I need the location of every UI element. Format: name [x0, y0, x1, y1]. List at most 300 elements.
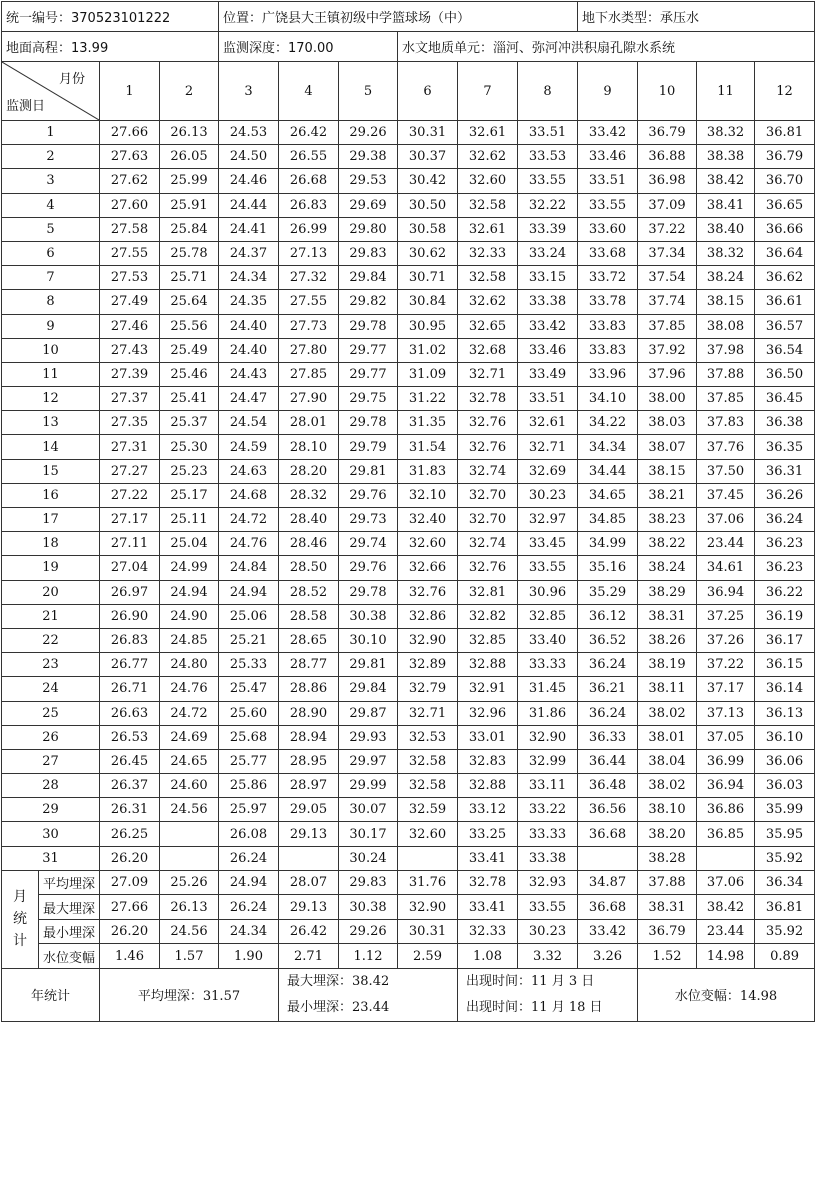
- table-row: [2, 314, 815, 338]
- value-cell: 32.83: [458, 749, 518, 773]
- table-row: [2, 483, 815, 507]
- value-cell: 28.95: [279, 749, 339, 773]
- value-cell: 24.35: [219, 290, 279, 314]
- value-cell: 27.73: [279, 314, 339, 338]
- value-cell: 27.60: [100, 193, 160, 217]
- value-cell: 35.95: [755, 822, 815, 846]
- value-cell: 36.79: [755, 145, 815, 169]
- value-cell: 24.43: [219, 362, 279, 386]
- value-cell: 24.54: [219, 411, 279, 435]
- value-cell: 38.02: [638, 701, 697, 725]
- value-cell: 25.46: [160, 362, 219, 386]
- day-cell: 6: [2, 241, 100, 265]
- value-cell: 38.24: [638, 556, 697, 580]
- value-cell: 26.53: [100, 725, 160, 749]
- table-row: [2, 169, 815, 193]
- value-cell: 24.41: [219, 217, 279, 241]
- value-cell: 36.06: [755, 749, 815, 773]
- monthly-stat-label: [2, 870, 39, 968]
- value-cell: 36.10: [755, 725, 815, 749]
- value-cell: 33.22: [518, 798, 578, 822]
- value-cell: 32.74: [458, 532, 518, 556]
- day-cell: 22: [2, 628, 100, 652]
- value-cell: 27.80: [279, 338, 339, 362]
- value-cell: 38.24: [697, 266, 755, 290]
- table-row: [2, 145, 815, 169]
- table-row: [2, 411, 815, 435]
- yearly-times: [458, 968, 638, 1021]
- value-cell: 26.31: [100, 798, 160, 822]
- value-cell: 37.34: [638, 241, 697, 265]
- value-cell: 29.77: [339, 338, 398, 362]
- value-cell: 24.84: [219, 556, 279, 580]
- value-cell: 25.47: [219, 677, 279, 701]
- value-cell: 34.65: [578, 483, 638, 507]
- table-row: [2, 798, 815, 822]
- month-header-cell: 3: [219, 62, 279, 121]
- value-cell: 32.99: [518, 749, 578, 773]
- value-cell: 36.45: [755, 387, 815, 411]
- value-cell: 29.81: [339, 459, 398, 483]
- day-axis-label: 监测日: [6, 99, 46, 114]
- table-row: [2, 338, 815, 362]
- value-cell: 24.34: [219, 266, 279, 290]
- value-cell: 29.82: [339, 290, 398, 314]
- stat-name-cell: 平均埋深: [39, 870, 100, 895]
- value-cell: 29.80: [339, 217, 398, 241]
- month-header-cell: 2: [160, 62, 219, 121]
- value-cell: 38.02: [638, 774, 697, 798]
- value-cell: 29.75: [339, 387, 398, 411]
- value-cell: 24.85: [160, 628, 219, 652]
- stat-value-cell: 24.34: [219, 919, 279, 944]
- day-cell: 23: [2, 653, 100, 677]
- value-cell: 29.53: [339, 169, 398, 193]
- value-cell: 36.21: [578, 677, 638, 701]
- stat-value-cell: 1.08: [458, 944, 518, 969]
- value-cell: 36.85: [697, 822, 755, 846]
- value-cell: 27.35: [100, 411, 160, 435]
- value-cell: 37.22: [638, 217, 697, 241]
- monthly-stat-row: [2, 870, 815, 895]
- value-cell: 38.26: [638, 628, 697, 652]
- value-cell: 27.31: [100, 435, 160, 459]
- value-cell: 32.33: [458, 241, 518, 265]
- value-cell: 38.32: [697, 121, 755, 145]
- table-row: [2, 508, 815, 532]
- value-cell: 26.90: [100, 604, 160, 628]
- value-cell: 36.48: [578, 774, 638, 798]
- value-cell: 38.42: [697, 169, 755, 193]
- day-cell: 5: [2, 217, 100, 241]
- value-cell: 32.58: [398, 774, 458, 798]
- value-cell: 32.85: [518, 604, 578, 628]
- value-cell: 37.76: [697, 435, 755, 459]
- table-row: [2, 846, 815, 870]
- value-cell: 29.05: [279, 798, 339, 822]
- stat-value-cell: 0.89: [755, 944, 815, 969]
- value-cell: 36.64: [755, 241, 815, 265]
- value-cell: 30.62: [398, 241, 458, 265]
- value-cell: 32.22: [518, 193, 578, 217]
- value-cell: 36.38: [755, 411, 815, 435]
- value-cell: 26.13: [160, 121, 219, 145]
- stat-value-cell: 2.71: [279, 944, 339, 969]
- value-cell: [697, 846, 755, 870]
- value-cell: 28.58: [279, 604, 339, 628]
- value-cell: 25.17: [160, 483, 219, 507]
- value-cell: 36.26: [755, 483, 815, 507]
- value-cell: 32.58: [458, 266, 518, 290]
- value-cell: 25.41: [160, 387, 219, 411]
- value-cell: 33.72: [578, 266, 638, 290]
- value-cell: 29.81: [339, 653, 398, 677]
- stat-value-cell: 38.42: [697, 895, 755, 920]
- value-cell: 32.58: [458, 193, 518, 217]
- stat-value-cell: 32.33: [458, 919, 518, 944]
- value-cell: 32.91: [458, 677, 518, 701]
- value-cell: 32.71: [398, 701, 458, 725]
- value-cell: 36.12: [578, 604, 638, 628]
- value-cell: 30.31: [398, 121, 458, 145]
- value-cell: 26.08: [219, 822, 279, 846]
- stat-value-cell: 31.76: [398, 870, 458, 895]
- monthly-stat-row: [2, 919, 815, 944]
- stat-value-cell: 32.93: [518, 870, 578, 895]
- value-cell: 37.85: [697, 387, 755, 411]
- value-cell: 24.60: [160, 774, 219, 798]
- value-cell: 36.98: [638, 169, 697, 193]
- value-cell: 36.62: [755, 266, 815, 290]
- value-cell: 32.97: [518, 508, 578, 532]
- value-cell: 33.46: [518, 338, 578, 362]
- value-cell: 33.12: [458, 798, 518, 822]
- month-header-cell: 6: [398, 62, 458, 121]
- table-row: [2, 653, 815, 677]
- diagonal-header-cell: [2, 62, 100, 121]
- table-row: [2, 532, 815, 556]
- value-cell: 37.92: [638, 338, 697, 362]
- value-cell: 29.26: [339, 121, 398, 145]
- value-cell: 28.46: [279, 532, 339, 556]
- day-cell: 7: [2, 266, 100, 290]
- day-cell: 30: [2, 822, 100, 846]
- value-cell: 31.02: [398, 338, 458, 362]
- value-cell: 36.50: [755, 362, 815, 386]
- value-cell: 30.17: [339, 822, 398, 846]
- stat-value-cell: 36.79: [638, 919, 697, 944]
- value-cell: 36.66: [755, 217, 815, 241]
- stat-value-cell: 27.66: [100, 895, 160, 920]
- value-cell: 29.83: [339, 241, 398, 265]
- month-header-cell: 4: [279, 62, 339, 121]
- value-cell: 34.10: [578, 387, 638, 411]
- value-cell: 37.25: [697, 604, 755, 628]
- value-cell: 37.45: [697, 483, 755, 507]
- value-cell: 34.34: [578, 435, 638, 459]
- value-cell: 36.24: [578, 653, 638, 677]
- value-cell: 30.71: [398, 266, 458, 290]
- stat-name-cell: 水位变幅: [39, 944, 100, 969]
- value-cell: 24.99: [160, 556, 219, 580]
- table-row: [2, 701, 815, 725]
- table-row: [2, 556, 815, 580]
- value-cell: 25.99: [160, 169, 219, 193]
- value-cell: 33.46: [578, 145, 638, 169]
- table-row: [2, 193, 815, 217]
- value-cell: 29.97: [339, 749, 398, 773]
- value-cell: 29.78: [339, 314, 398, 338]
- value-cell: 38.07: [638, 435, 697, 459]
- yearly-stat-row: [2, 968, 815, 1021]
- water-type: 地下水类型：承压水: [578, 2, 815, 32]
- value-cell: 28.10: [279, 435, 339, 459]
- value-cell: 27.55: [100, 241, 160, 265]
- day-cell: 13: [2, 411, 100, 435]
- day-cell: 16: [2, 483, 100, 507]
- value-cell: 33.42: [518, 314, 578, 338]
- stat-value-cell: 35.92: [755, 919, 815, 944]
- value-cell: 30.07: [339, 798, 398, 822]
- stat-value-cell: 33.41: [458, 895, 518, 920]
- month-header-cell: 5: [339, 62, 398, 121]
- stat-value-cell: 33.42: [578, 919, 638, 944]
- value-cell: 38.38: [697, 145, 755, 169]
- value-cell: 33.42: [578, 121, 638, 145]
- value-cell: 27.85: [279, 362, 339, 386]
- value-cell: 27.27: [100, 459, 160, 483]
- day-cell: 8: [2, 290, 100, 314]
- value-cell: 26.63: [100, 701, 160, 725]
- stat-value-cell: 36.68: [578, 895, 638, 920]
- value-cell: 33.40: [518, 628, 578, 652]
- value-cell: 30.24: [339, 846, 398, 870]
- table-row: [2, 290, 815, 314]
- value-cell: 33.38: [518, 290, 578, 314]
- value-cell: 29.93: [339, 725, 398, 749]
- value-cell: 25.33: [219, 653, 279, 677]
- value-cell: 33.53: [518, 145, 578, 169]
- value-cell: 36.19: [755, 604, 815, 628]
- day-cell: 19: [2, 556, 100, 580]
- value-cell: 30.10: [339, 628, 398, 652]
- value-cell: 34.44: [578, 459, 638, 483]
- value-cell: 38.28: [638, 846, 697, 870]
- value-cell: 24.56: [160, 798, 219, 822]
- value-cell: 32.40: [398, 508, 458, 532]
- value-cell: 36.03: [755, 774, 815, 798]
- value-cell: 32.62: [458, 145, 518, 169]
- value-cell: 33.49: [518, 362, 578, 386]
- value-cell: 33.55: [518, 556, 578, 580]
- value-cell: 25.30: [160, 435, 219, 459]
- value-cell: 37.06: [697, 508, 755, 532]
- value-cell: 32.76: [458, 411, 518, 435]
- day-cell: 15: [2, 459, 100, 483]
- monthly-stat-row: [2, 944, 815, 969]
- value-cell: 38.32: [697, 241, 755, 265]
- value-cell: 33.01: [458, 725, 518, 749]
- value-cell: 29.13: [279, 822, 339, 846]
- day-cell: 26: [2, 725, 100, 749]
- value-cell: 25.64: [160, 290, 219, 314]
- value-cell: 31.45: [518, 677, 578, 701]
- stat-value-cell: 29.83: [339, 870, 398, 895]
- value-cell: 36.68: [578, 822, 638, 846]
- value-cell: 36.88: [638, 145, 697, 169]
- value-cell: 35.99: [755, 798, 815, 822]
- monthly-stat-row: [2, 895, 815, 920]
- value-cell: 27.13: [279, 241, 339, 265]
- value-cell: 33.38: [518, 846, 578, 870]
- value-cell: 32.86: [398, 604, 458, 628]
- stat-value-cell: 38.31: [638, 895, 697, 920]
- table-row: [2, 435, 815, 459]
- value-cell: 36.13: [755, 701, 815, 725]
- table-row: [2, 580, 815, 604]
- stat-value-cell: 30.31: [398, 919, 458, 944]
- day-cell: 27: [2, 749, 100, 773]
- value-cell: [279, 846, 339, 870]
- value-cell: 24.40: [219, 338, 279, 362]
- value-cell: 30.37: [398, 145, 458, 169]
- value-cell: 30.84: [398, 290, 458, 314]
- value-cell: 26.20: [100, 846, 160, 870]
- value-cell: 37.13: [697, 701, 755, 725]
- yearly-min: 最小埋深：23.44: [287, 999, 390, 1015]
- value-cell: 24.94: [219, 580, 279, 604]
- yearly-average: 平均埋深：31.57: [100, 968, 279, 1021]
- value-cell: 29.78: [339, 411, 398, 435]
- stat-value-cell: 25.26: [160, 870, 219, 895]
- value-cell: 26.05: [160, 145, 219, 169]
- value-cell: 26.24: [219, 846, 279, 870]
- value-cell: 37.98: [697, 338, 755, 362]
- value-cell: 26.99: [279, 217, 339, 241]
- value-cell: 24.65: [160, 749, 219, 773]
- stat-value-cell: 27.09: [100, 870, 160, 895]
- table-row: [2, 459, 815, 483]
- stat-value-cell: 30.38: [339, 895, 398, 920]
- value-cell: 38.21: [638, 483, 697, 507]
- value-cell: 36.79: [638, 121, 697, 145]
- value-cell: 24.44: [219, 193, 279, 217]
- value-cell: 33.41: [458, 846, 518, 870]
- value-cell: 32.60: [398, 532, 458, 556]
- value-cell: 32.61: [458, 121, 518, 145]
- value-cell: 38.08: [697, 314, 755, 338]
- stat-value-cell: 34.87: [578, 870, 638, 895]
- monthly-stat-char: 统: [13, 911, 27, 928]
- value-cell: 27.90: [279, 387, 339, 411]
- value-cell: 25.86: [219, 774, 279, 798]
- value-cell: 28.77: [279, 653, 339, 677]
- value-cell: 33.24: [518, 241, 578, 265]
- day-cell: 25: [2, 701, 100, 725]
- value-cell: 25.71: [160, 266, 219, 290]
- value-cell: 36.33: [578, 725, 638, 749]
- value-cell: 29.77: [339, 362, 398, 386]
- monitoring-depth: 监测深度：170.00: [219, 32, 398, 62]
- value-cell: 36.65: [755, 193, 815, 217]
- value-cell: 27.04: [100, 556, 160, 580]
- value-cell: 33.45: [518, 532, 578, 556]
- value-cell: 32.61: [518, 411, 578, 435]
- stat-value-cell: 26.24: [219, 895, 279, 920]
- value-cell: 30.95: [398, 314, 458, 338]
- value-cell: 37.09: [638, 193, 697, 217]
- value-cell: 38.20: [638, 822, 697, 846]
- value-cell: 32.62: [458, 290, 518, 314]
- value-cell: 33.25: [458, 822, 518, 846]
- value-cell: 28.20: [279, 459, 339, 483]
- value-cell: 36.15: [755, 653, 815, 677]
- stat-name-cell: 最大埋深: [39, 895, 100, 920]
- value-cell: 26.68: [279, 169, 339, 193]
- month-header-cell: 10: [638, 62, 697, 121]
- stat-value-cell: 32.90: [398, 895, 458, 920]
- value-cell: 38.40: [697, 217, 755, 241]
- stat-value-cell: 28.07: [279, 870, 339, 895]
- value-cell: 26.45: [100, 749, 160, 773]
- value-cell: 32.88: [458, 774, 518, 798]
- stat-value-cell: 14.98: [697, 944, 755, 969]
- value-cell: 38.29: [638, 580, 697, 604]
- value-cell: 24.50: [219, 145, 279, 169]
- value-cell: 25.78: [160, 241, 219, 265]
- value-cell: 29.74: [339, 532, 398, 556]
- table-row: [2, 362, 815, 386]
- value-cell: 32.88: [458, 653, 518, 677]
- value-cell: 36.57: [755, 314, 815, 338]
- value-cell: 38.15: [638, 459, 697, 483]
- value-cell: 36.14: [755, 677, 815, 701]
- value-cell: 38.01: [638, 725, 697, 749]
- value-cell: 27.49: [100, 290, 160, 314]
- value-cell: 25.37: [160, 411, 219, 435]
- value-cell: 27.63: [100, 145, 160, 169]
- table-row: [2, 604, 815, 628]
- value-cell: 33.83: [578, 314, 638, 338]
- value-cell: 32.53: [398, 725, 458, 749]
- value-cell: 25.04: [160, 532, 219, 556]
- value-cell: 32.68: [458, 338, 518, 362]
- value-cell: 29.84: [339, 266, 398, 290]
- value-cell: 25.23: [160, 459, 219, 483]
- value-cell: 36.31: [755, 459, 815, 483]
- value-cell: 30.42: [398, 169, 458, 193]
- stat-value-cell: 1.52: [638, 944, 697, 969]
- value-cell: 28.01: [279, 411, 339, 435]
- value-cell: 36.54: [755, 338, 815, 362]
- month-header-cell: 8: [518, 62, 578, 121]
- value-cell: 33.11: [518, 774, 578, 798]
- value-cell: 30.96: [518, 580, 578, 604]
- value-cell: 28.86: [279, 677, 339, 701]
- value-cell: 36.24: [578, 701, 638, 725]
- value-cell: 27.46: [100, 314, 160, 338]
- value-cell: 33.51: [518, 387, 578, 411]
- stat-value-cell: 1.90: [219, 944, 279, 969]
- value-cell: [398, 846, 458, 870]
- value-cell: 28.90: [279, 701, 339, 725]
- station-location: 位置：广饶县大王镇初级中学篮球场（中）: [219, 2, 578, 32]
- value-cell: 24.46: [219, 169, 279, 193]
- value-cell: 32.61: [458, 217, 518, 241]
- stat-value-cell: 37.88: [638, 870, 697, 895]
- stat-value-cell: 30.23: [518, 919, 578, 944]
- value-cell: 29.99: [339, 774, 398, 798]
